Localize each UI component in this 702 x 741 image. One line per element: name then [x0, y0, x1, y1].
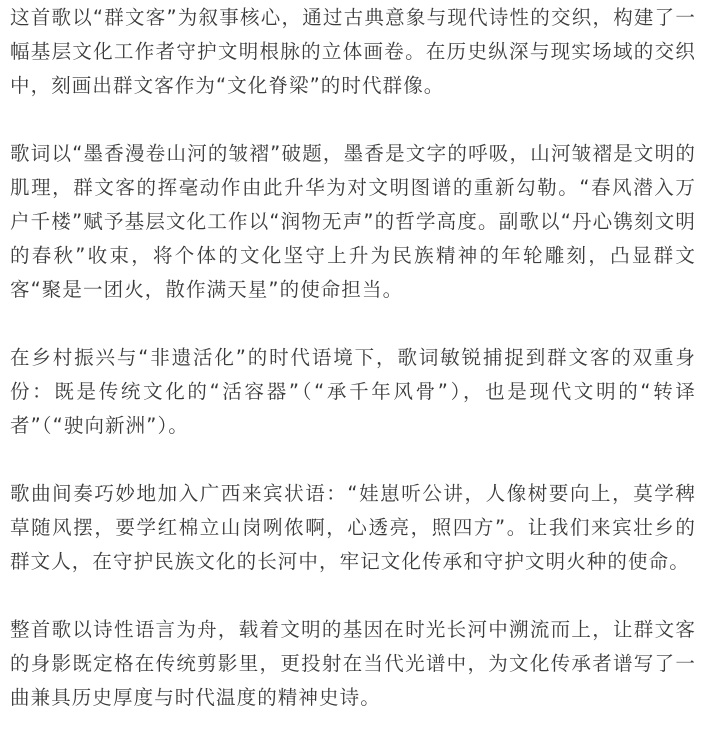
paragraph-spacer: [10, 443, 696, 477]
paragraph-2: 歌词以“墨香漫卷山河的皱褶”破题，墨香是文字的呼吸，山河皱褶是文明的肌理，群文客的挥毫动作由此升华为对文明图谱的重新勾勒。“春风潜入万户千楼”赋予基层文化工作以“润物无声”的哲学高度。副歌以“丹心镌刻文明的春秋”收束，将个体的文化坚守上升为民族精神的年轮雕刻，凸显群文客“聚是一团火，散作满天星”的使命担当。: [10, 142, 696, 301]
paragraph-spacer: [10, 307, 696, 341]
paragraph-spacer: [10, 579, 696, 613]
paragraph-spacer: [10, 103, 696, 137]
article-body: [10, 0, 696, 715]
paragraph-1: 这首歌以“群文客”为叙事核心，通过古典意象与现代诗性的交织，构建了一幅基层文化工作者守护文明根脉的立体画卷。在历史纵深与现实场域的交织中，刻画出群文客作为“文化脊梁”的时代群像。: [10, 6, 696, 97]
paragraph-4: 歌曲间奏巧妙地加入广西来宾状语：“娃崽听公讲，人像树要向上，莫学稗草随风摆，要学红棉立山岗咧侬啊，心透亮，照四方”。让我们来宾壮乡的群文人，在守护民族文化的长河中，牢记文化传承和守护文明火种的使命。: [10, 482, 696, 573]
paragraph-3: 在乡村振兴与“非遗活化”的时代语境下，歌词敏锐捕捉到群文客的双重身份：既是传统文化的“活容器”（“承千年风骨”），也是现代文明的“转译者”（“驶向新洲”）。: [10, 346, 696, 437]
paragraph-5: 整首歌以诗性语言为舟，载着文明的基因在时光长河中溯流而上，让群文客的身影既定格在传统剪影里，更投射在当代光谱中，为文化传承者谱写了一曲兼具历史厚度与时代温度的精神史诗。: [10, 618, 696, 709]
